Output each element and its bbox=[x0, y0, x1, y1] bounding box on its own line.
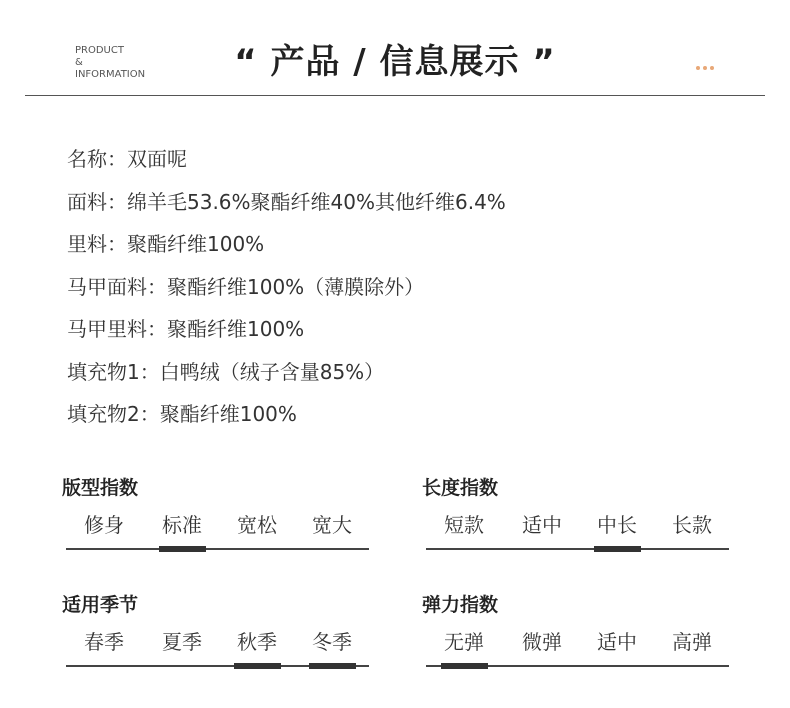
length-index-options bbox=[422, 510, 732, 544]
header-en-line-2: & bbox=[75, 57, 83, 68]
season-index bbox=[62, 591, 372, 661]
page-title: “ 产品 / 信息展示 ” bbox=[234, 42, 556, 82]
fit-option-slim: 修身 bbox=[84, 513, 124, 537]
dot-2 bbox=[703, 66, 707, 70]
elasticity-option-slight: 微弹 bbox=[522, 630, 562, 654]
length-index-track bbox=[426, 548, 729, 550]
dot-3 bbox=[710, 66, 714, 70]
product-info-list bbox=[67, 143, 506, 441]
info-vest-lining: 马甲里料：聚酯纤维100% bbox=[67, 317, 305, 341]
elasticity-index-title: 弹力指数 bbox=[422, 594, 499, 616]
fit-option-loose: 宽松 bbox=[237, 513, 277, 537]
more-dots-icon bbox=[696, 66, 714, 70]
season-option-winter: 冬季 bbox=[312, 630, 352, 654]
fit-option-oversized: 宽大 bbox=[312, 513, 352, 537]
length-option-medium: 适中 bbox=[522, 513, 562, 537]
fit-index-title: 版型指数 bbox=[62, 477, 139, 499]
elasticity-option-none: 无弹 bbox=[444, 630, 484, 654]
season-selected-marker bbox=[309, 663, 356, 669]
length-option-short: 短款 bbox=[444, 513, 484, 537]
season-option-spring: 春季 bbox=[84, 630, 124, 654]
length-index bbox=[422, 474, 732, 544]
page-header bbox=[0, 0, 790, 96]
length-option-long: 长款 bbox=[672, 513, 712, 537]
elasticity-index-options bbox=[422, 627, 732, 661]
season-option-autumn: 秋季 bbox=[237, 630, 277, 654]
elasticity-selected-marker bbox=[441, 663, 488, 669]
fit-option-standard: 标准 bbox=[162, 513, 202, 537]
elasticity-index bbox=[422, 591, 732, 661]
header-divider bbox=[25, 95, 765, 96]
season-index-title: 适用季节 bbox=[62, 594, 139, 616]
elasticity-option-high: 高弹 bbox=[672, 630, 712, 654]
season-option-summer: 夏季 bbox=[162, 630, 202, 654]
length-option-mid-long: 中长 bbox=[597, 513, 637, 537]
elasticity-option-medium: 适中 bbox=[597, 630, 637, 654]
info-name: 名称：双面呢 bbox=[67, 147, 187, 171]
info-lining: 里料：聚酯纤维100% bbox=[67, 232, 265, 256]
dot-1 bbox=[696, 66, 700, 70]
season-selected-marker bbox=[234, 663, 281, 669]
length-index-title: 长度指数 bbox=[422, 477, 499, 499]
info-fabric: 面料：绵羊毛53.6%聚酯纤维40%其他纤维6.4% bbox=[67, 189, 506, 214]
fit-index-track bbox=[66, 548, 369, 550]
info-filling-2: 填充物2：聚酯纤维100% bbox=[67, 402, 297, 426]
season-index-options bbox=[62, 627, 372, 661]
info-filling-1: 填充物1：白鸭绒（绒子含量85%） bbox=[67, 359, 385, 384]
fit-selected-marker bbox=[159, 546, 206, 552]
info-vest-fabric: 马甲面料：聚酯纤维100%（薄膜除外） bbox=[67, 274, 425, 299]
header-en-line-3: INFORMATION bbox=[75, 69, 146, 80]
header-en-line-1: PRODUCT bbox=[75, 45, 124, 56]
fit-index-options bbox=[62, 510, 372, 544]
length-selected-marker bbox=[594, 546, 641, 552]
fit-index bbox=[62, 474, 372, 544]
